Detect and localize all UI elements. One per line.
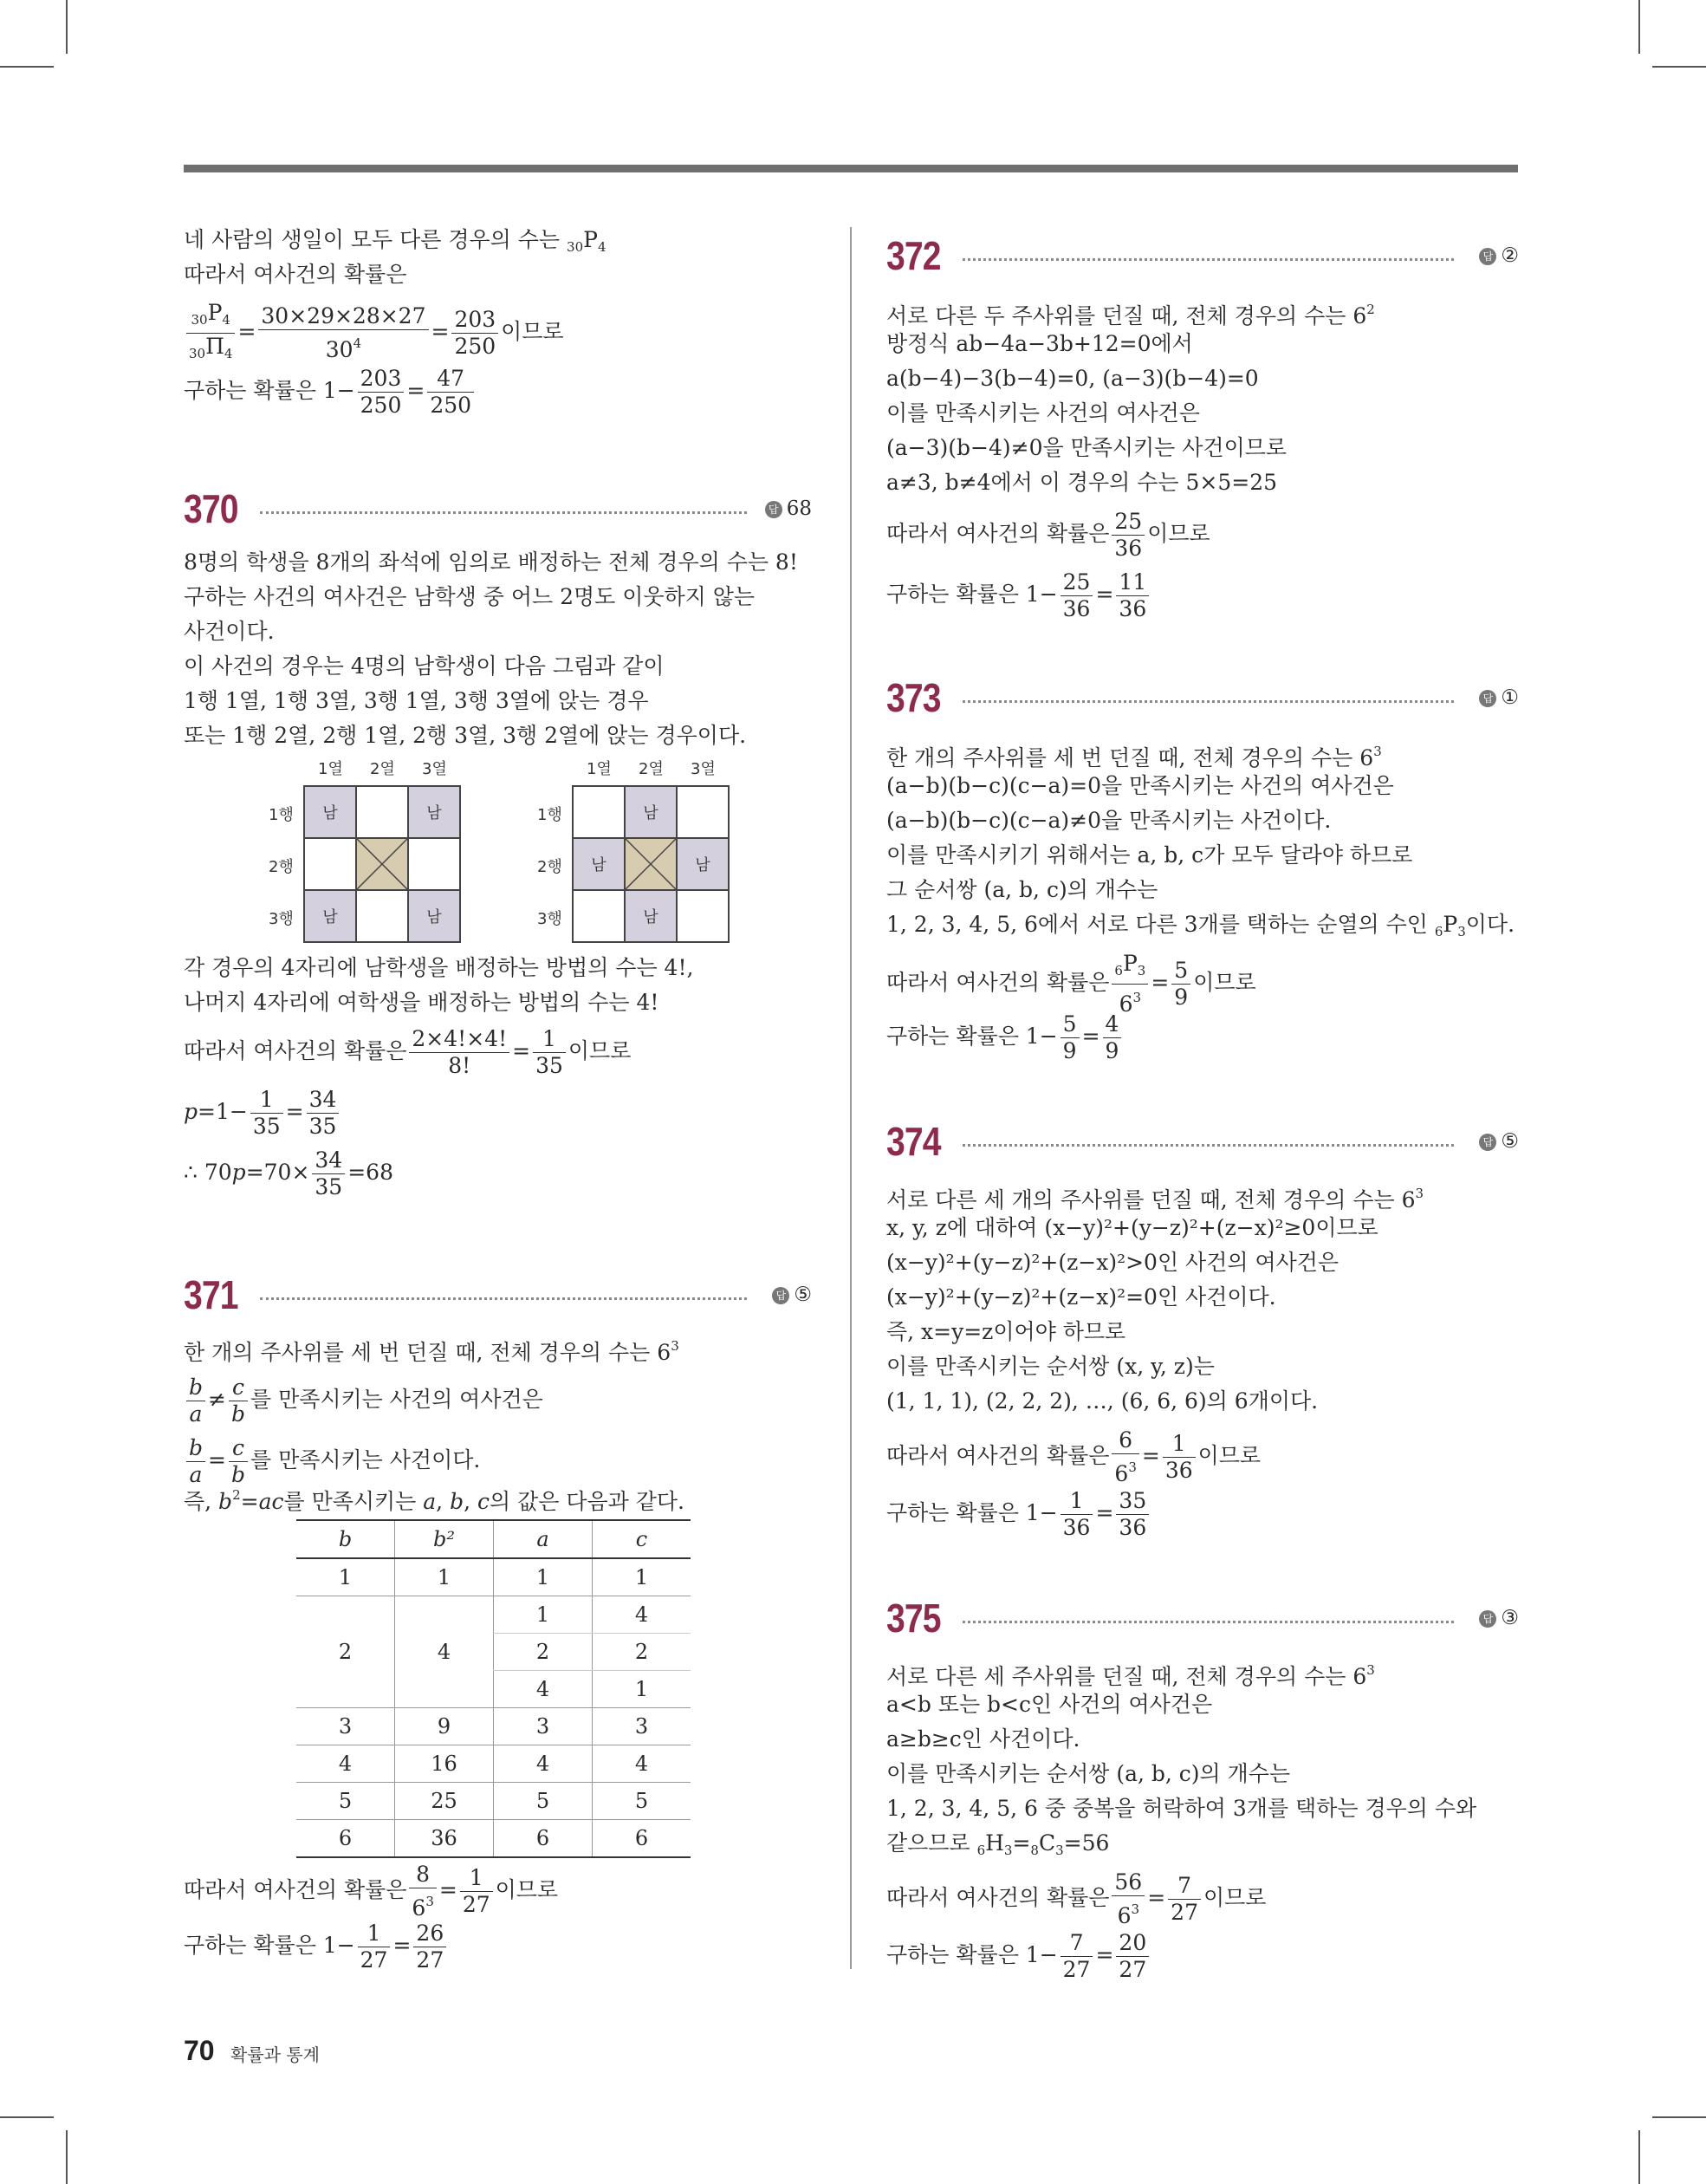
problem-375-header [886,1595,1519,1647]
crop-mark [1638,0,1640,54]
answer-badge-icon: 답 [1479,248,1496,265]
intro-fraction-line: $\frac{_{30}P_4}{_{30}\Pi_4}$ = $\frac{30\times 29\times 28\times 27}{30^4}$ = $\frac{203}{250}$ 이므로 [184,300,564,367]
section-title: 확률과 통계 [230,2044,320,2065]
seat-boy: 남 [304,890,356,942]
problem-373-header [886,674,1519,726]
answer-badge-icon: 답 [1479,1610,1496,1628]
blocked-seat-icon [356,838,408,890]
crop-mark [1652,66,1706,68]
leader-dots [963,1621,1454,1623]
problem-number: 370 [184,486,238,531]
answer-badge-icon: 답 [1479,690,1496,707]
answer: 답 ⑤ [772,1284,812,1306]
problem-374-header [886,1118,1519,1170]
blocked-seat-icon [625,838,677,890]
answer-badge-icon: 답 [772,1287,789,1304]
intro-answer-line: 구하는 확률은 1− $\frac{203}{250}$ = $\frac{47}{250}$ [184,366,477,419]
seat-boy: 남 [625,786,677,838]
crop-mark [0,66,54,68]
leader-dots [260,1297,747,1300]
seat-grid-a: 1열 2열 3열 1행 2행 3행 남 남 남 남 [184,754,812,962]
crop-mark [66,0,68,54]
fraction: $\frac{203}{250}$ [451,307,498,360]
answer: 답 ⑤ [1479,1130,1519,1153]
seat-boy: 남 [408,786,460,838]
problem-number: 375 [886,1596,941,1641]
answer-badge-icon: 답 [765,501,782,518]
problem-number: 371 [184,1272,238,1317]
answer: 답 68 [765,497,812,520]
problem-number: 372 [886,233,941,278]
problem-372-header [886,232,1519,284]
seat-boy: 남 [625,890,677,942]
crop-mark [1652,2116,1706,2118]
problem-371-header [184,1271,812,1323]
seat-boy: 남 [304,786,356,838]
answer: 답 ③ [1479,1607,1519,1629]
header-rule [184,165,1518,172]
answer: 답 ① [1479,686,1519,709]
leader-dots [963,1144,1454,1147]
column-divider [850,227,852,1969]
crop-mark [0,2116,54,2118]
intro-line-1: 네 사람의 생일이 모두 다른 경우의 수는 [184,227,568,252]
fraction: $\frac{30\times 29\times 28\times 27}{30^4}$ [258,303,428,363]
problem-number: 373 [886,675,941,720]
leader-dots [963,700,1454,703]
intro-line-2: 따라서 여사건의 확률은 [184,262,407,287]
seat-grid-b: 1열 2열 3열 1행 2행 3행 남 남 남 남 [452,754,799,962]
seat-boy: 남 [573,838,625,890]
seat-boy: 남 [408,890,460,942]
leader-dots [260,511,747,514]
answer-badge-icon: 답 [1479,1134,1496,1151]
crop-mark [1638,2130,1640,2184]
problem-number: 374 [886,1119,941,1164]
page-number: 70 [184,2035,215,2066]
seat-boy: 남 [677,838,729,890]
problem-370-header [184,485,812,537]
leader-dots [963,258,1454,261]
fraction: $\frac{_{30}P_4}{_{30}\Pi_4}$ [186,300,235,367]
value-table: b b² a c 1 1 1 1 2 4 1 4 2 2 4 1 3 9 3 3 4 16 4 4 5 25 5 5 6 36 6 6 [296,1519,691,1858]
answer: 답 ② [1479,244,1519,267]
crop-mark [66,2130,68,2184]
